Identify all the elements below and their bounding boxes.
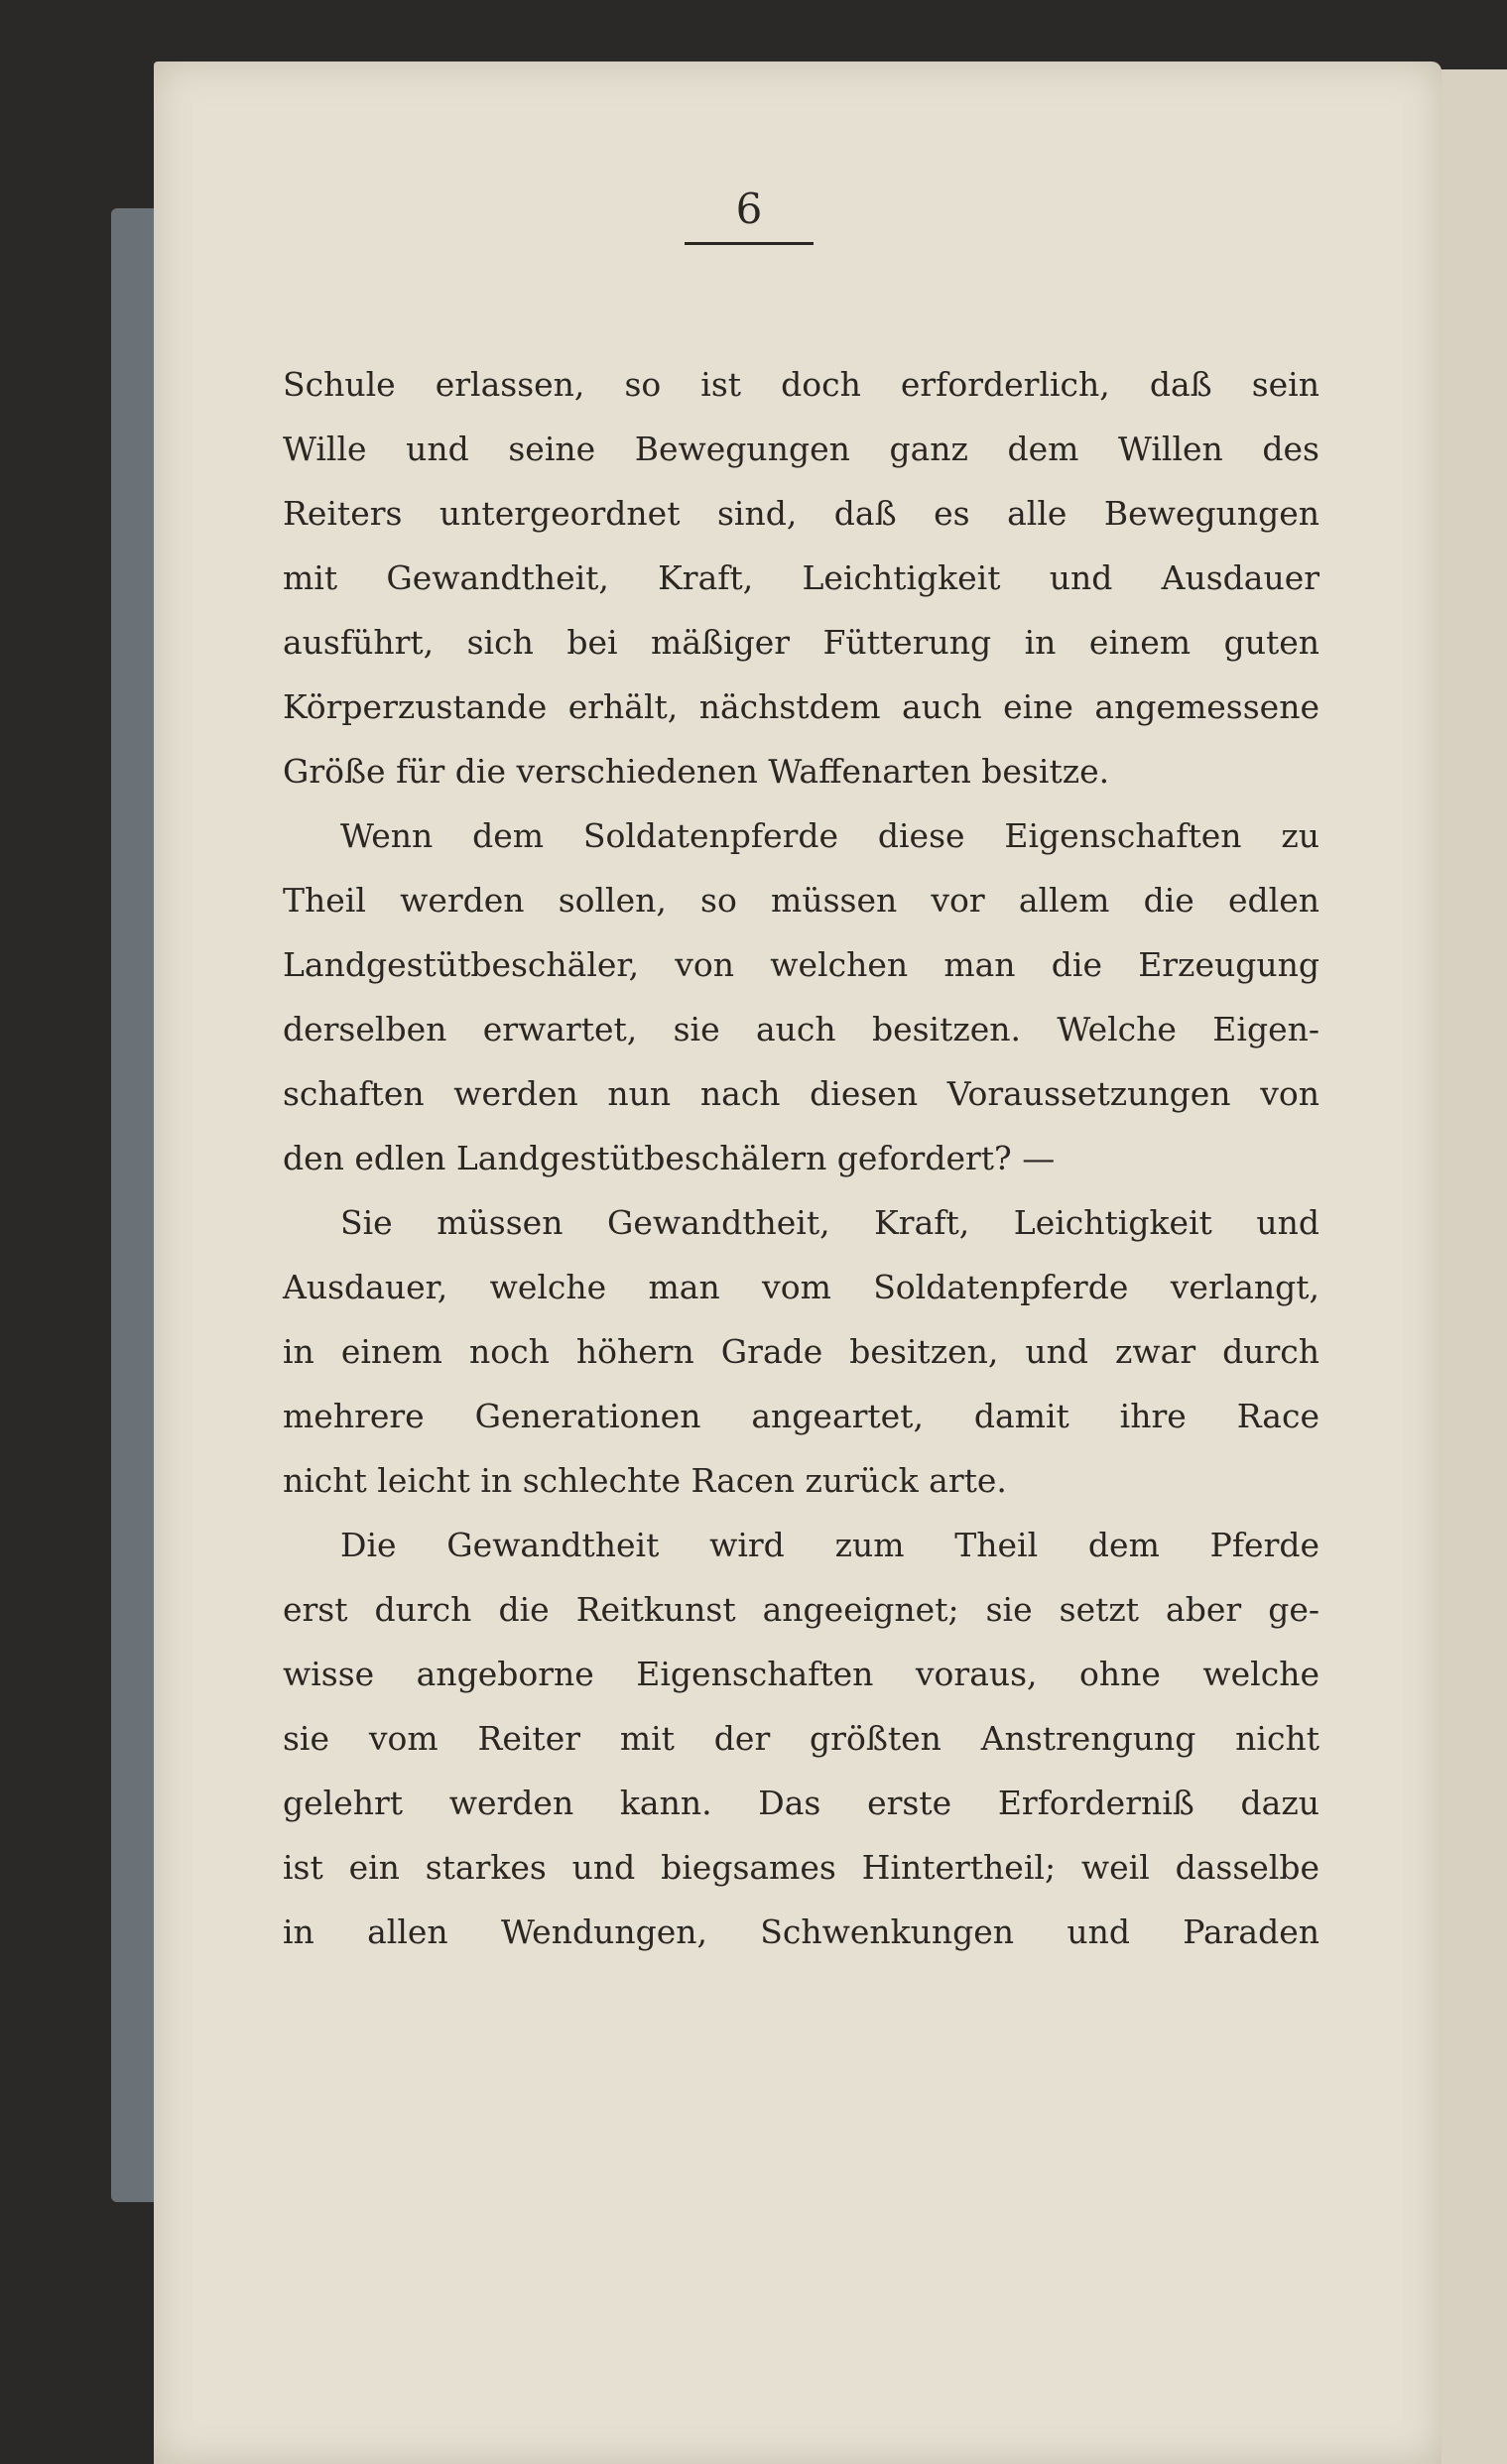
text-line: Landgestütbeschäler, von welchen man die Erzeugung bbox=[283, 945, 1319, 984]
text-line: wisse angeborne Eigenschaften voraus, ohne welche bbox=[283, 1655, 1319, 1693]
text-line: gelehrt werden kann. Das erste Erforderniß dazu bbox=[283, 1784, 1319, 1822]
text-line: Die Gewandtheit wird zum Theil dem Pferde bbox=[340, 1526, 1319, 1564]
text-line: Theil werden sollen, so müssen vor allem die edlen bbox=[283, 881, 1319, 920]
text-line: Reiters untergeordnet sind, daß es alle Bewegungen bbox=[283, 494, 1319, 533]
text-line: mit Gewandtheit, Kraft, Leichtigkeit und Ausdauer bbox=[283, 558, 1319, 597]
text-line: den edlen Landgestütbeschälern gefordert? — bbox=[283, 1139, 1056, 1177]
page-number: 6 bbox=[735, 185, 763, 233]
text-line: Körperzustande erhält, nächstdem auch eine angemessene bbox=[283, 687, 1319, 726]
text-line: derselben erwartet, sie auch besitzen. Welche Eigen- bbox=[283, 1010, 1319, 1048]
text-line: Schule erlassen, so ist doch erforderlich, daß sein bbox=[283, 365, 1319, 404]
body-text bbox=[283, 352, 1319, 1964]
text-line: Sie müssen Gewandtheit, Kraft, Leichtigkeit und bbox=[340, 1203, 1319, 1242]
next-page-edge bbox=[1434, 69, 1507, 2464]
text-line: in allen Wendungen, Schwenkungen und Paraden bbox=[283, 1912, 1319, 1951]
text-line: erst durch die Reitkunst angeeignet; sie setzt aber ge- bbox=[283, 1590, 1319, 1629]
text-line: mehrere Generationen angeartet, damit ihre Race bbox=[283, 1397, 1319, 1435]
text-line: ausführt, sich bei mäßiger Fütterung in einem guten bbox=[283, 623, 1319, 662]
text-line: ist ein starkes und biegsames Hintertheil; weil dasselbe bbox=[283, 1848, 1319, 1887]
text-line: Größe für die verschiedenen Waffenarten besitze. bbox=[283, 752, 1110, 791]
page-number-rule bbox=[685, 242, 814, 245]
text-line: Wenn dem Soldatenpferde diese Eigenschaften zu bbox=[340, 816, 1319, 855]
text-line: Ausdauer, welche man vom Soldatenpferde verlangt, bbox=[283, 1268, 1319, 1306]
text-line: Wille und seine Bewegungen ganz dem Willen des bbox=[283, 430, 1319, 468]
text-line: in einem noch höhern Grade besitzen, und zwar durch bbox=[283, 1332, 1319, 1371]
page-header bbox=[685, 185, 814, 245]
text-line: schaften werden nun nach diesen Voraussetzungen von bbox=[283, 1074, 1319, 1113]
text-line: sie vom Reiter mit der größten Anstrengung nicht bbox=[283, 1719, 1319, 1758]
text-line: nicht leicht in schlechte Racen zurück arte. bbox=[283, 1461, 1007, 1500]
